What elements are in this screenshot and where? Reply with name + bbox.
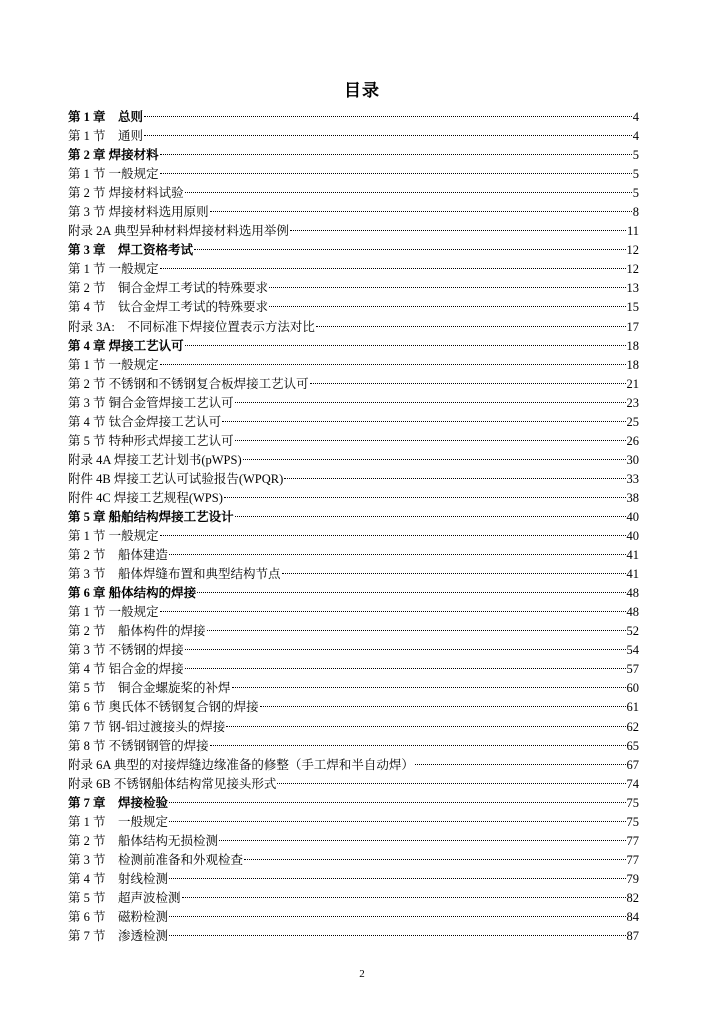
- toc-entry-page-number: 5: [632, 186, 639, 201]
- toc-entry-page-number: 75: [626, 795, 639, 810]
- toc-entry-page-number: 38: [626, 490, 639, 505]
- toc-section-entry[interactable]: [68, 546, 639, 565]
- toc-dot-leader: [169, 935, 625, 936]
- toc-entry-label: 附录 4A 焊接工艺计划书(pWPS): [68, 452, 242, 467]
- toc-section-entry[interactable]: [68, 813, 639, 832]
- toc-entry-page-number: 77: [626, 833, 639, 848]
- toc-dot-leader: [244, 859, 625, 860]
- toc-entry-label: 第 1 节 一般规定: [68, 605, 159, 620]
- toc-dot-leader: [277, 783, 625, 784]
- toc-section-entry[interactable]: [68, 832, 639, 851]
- toc-entry-page-number: 52: [626, 624, 639, 639]
- toc-section-entry[interactable]: [68, 756, 639, 775]
- toc-entry-label: 第 3 节 检测前准备和外观检查: [68, 852, 244, 867]
- toc-dot-leader: [210, 211, 632, 212]
- toc-entry-label: 附件 4B 焊接工艺认可试验报告(WPQR): [68, 471, 284, 486]
- toc-section-entry[interactable]: [68, 908, 639, 927]
- toc-entry-label: 第 5 章 船舶结构焊接工艺设计: [68, 509, 234, 524]
- toc-chapter-entry[interactable]: [68, 584, 639, 603]
- toc-dot-leader: [160, 154, 632, 155]
- toc-entry-label: 第 1 节 一般规定: [68, 529, 159, 544]
- toc-section-entry[interactable]: [68, 394, 639, 413]
- toc-entry-page-number: 48: [626, 586, 639, 601]
- toc-entry-label: 第 4 节 射线检测: [68, 871, 169, 886]
- toc-entry-label: 第 5 节 超声波检测: [68, 890, 181, 905]
- toc-entry-label: 第 6 节 奥氏体不锈钢复合钢的焊接: [68, 700, 259, 715]
- toc-entry-label: 附录 3A: 不同标准下焊接位置表示方法对比: [68, 319, 315, 334]
- toc-entry-label: 第 3 节 不锈钢的焊接: [68, 643, 184, 658]
- toc-entry-page-number: 17: [626, 319, 639, 334]
- toc-entry-page-number: 40: [626, 529, 639, 544]
- toc-entry-page-number: 12: [626, 243, 639, 258]
- toc-dot-leader: [224, 497, 626, 498]
- toc-entry-label: 第 8 节 不锈钢钢管的焊接: [68, 738, 209, 753]
- toc-chapter-entry[interactable]: [68, 146, 639, 165]
- toc-entry-label: 第 3 章 焊工资格考试: [68, 243, 194, 258]
- toc-entry-page-number: 77: [626, 852, 639, 867]
- toc-dot-leader: [282, 573, 626, 574]
- toc-section-entry[interactable]: [68, 413, 639, 432]
- toc-entry-page-number: 54: [626, 643, 639, 658]
- toc-dot-leader: [219, 840, 625, 841]
- toc-dot-leader: [160, 173, 632, 174]
- toc-entry-page-number: 82: [626, 890, 639, 905]
- toc-entry-page-number: 4: [632, 129, 639, 144]
- toc-dot-leader: [160, 268, 626, 269]
- toc-entry-page-number: 57: [626, 662, 639, 677]
- toc-dot-leader: [232, 687, 626, 688]
- toc-entry-label: 第 6 节 磁粉检测: [68, 909, 169, 924]
- toc-section-entry[interactable]: [68, 260, 639, 279]
- toc-entry-label: 第 2 节 焊接材料试验: [68, 186, 184, 201]
- toc-dot-leader: [169, 878, 625, 879]
- toc-entry-page-number: 84: [626, 909, 639, 924]
- toc-section-entry[interactable]: [68, 375, 639, 394]
- toc-entry-page-number: 26: [626, 433, 639, 448]
- toc-section-entry[interactable]: [68, 660, 639, 679]
- toc-entry-page-number: 40: [626, 509, 639, 524]
- toc-dot-leader: [197, 592, 625, 593]
- toc-dot-leader: [260, 706, 626, 707]
- toc-section-entry[interactable]: [68, 127, 639, 146]
- table-of-contents: [68, 108, 639, 946]
- toc-entry-page-number: 5: [632, 167, 639, 182]
- toc-chapter-entry[interactable]: [68, 337, 639, 356]
- toc-entry-label: 第 5 节 铜合金螺旋桨的补焊: [68, 681, 231, 696]
- toc-entry-label: 第 7 节 渗透检测: [68, 929, 169, 944]
- toc-dot-leader: [310, 383, 626, 384]
- toc-dot-leader: [169, 802, 625, 803]
- toc-entry-page-number: 4: [632, 110, 639, 124]
- toc-entry-page-number: 15: [626, 300, 639, 315]
- toc-section-entry[interactable]: [68, 298, 639, 317]
- toc-entry-label: 第 7 节 钢-铝过渡接头的焊接: [68, 719, 226, 734]
- toc-dot-leader: [210, 745, 626, 746]
- toc-entry-label: 第 7 章 焊接检验: [68, 795, 169, 810]
- toc-dot-leader: [144, 135, 632, 136]
- toc-entry-page-number: 23: [626, 395, 639, 410]
- toc-dot-leader: [169, 916, 625, 917]
- toc-entry-page-number: 87: [626, 929, 639, 944]
- toc-dot-leader: [235, 402, 626, 403]
- toc-dot-leader: [415, 764, 626, 765]
- toc-entry-label: 第 2 节 铜合金焊工考试的特殊要求: [68, 281, 269, 296]
- toc-entry-page-number: 60: [626, 681, 639, 696]
- toc-dot-leader: [185, 192, 632, 193]
- toc-entry-page-number: 65: [626, 738, 639, 753]
- toc-dot-leader: [316, 326, 626, 327]
- toc-dot-leader: [185, 345, 626, 346]
- toc-entry-label: 第 1 节 一般规定: [68, 167, 159, 182]
- toc-entry-label: 附录 2A 典型异种材料焊接材料选用举例: [68, 224, 289, 239]
- toc-entry-page-number: 67: [626, 757, 639, 772]
- toc-section-entry[interactable]: [68, 489, 639, 508]
- toc-entry-page-number: 33: [626, 471, 639, 486]
- toc-dot-leader: [269, 287, 625, 288]
- toc-entry-page-number: 12: [626, 262, 639, 277]
- toc-section-entry[interactable]: [68, 851, 639, 870]
- toc-section-entry[interactable]: [68, 356, 639, 375]
- toc-section-entry[interactable]: [68, 718, 639, 737]
- toc-dot-leader: [235, 516, 626, 517]
- toc-dot-leader: [284, 478, 625, 479]
- toc-dot-leader: [169, 554, 625, 555]
- toc-section-entry[interactable]: [68, 870, 639, 889]
- toc-entry-page-number: 79: [626, 871, 639, 886]
- toc-entry-label: 第 1 节 一般规定: [68, 357, 159, 372]
- toc-chapter-entry[interactable]: [68, 794, 639, 813]
- toc-section-entry[interactable]: [68, 527, 639, 546]
- toc-section-entry[interactable]: [68, 603, 639, 622]
- toc-chapter-entry[interactable]: [68, 508, 639, 527]
- toc-dot-leader: [226, 726, 625, 727]
- toc-entry-label: 第 2 节 船体结构无损检测: [68, 833, 219, 848]
- toc-section-entry[interactable]: [68, 222, 639, 241]
- toc-entry-label: 第 2 节 船体建造: [68, 548, 169, 563]
- toc-dot-leader: [235, 440, 626, 441]
- toc-dot-leader: [160, 611, 626, 612]
- toc-entry-page-number: 13: [626, 281, 639, 296]
- toc-dot-leader: [185, 649, 626, 650]
- toc-section-entry[interactable]: [68, 641, 639, 660]
- toc-entry-label: 第 4 章 焊接工艺认可: [68, 338, 184, 353]
- toc-entry-label: 第 3 节 铜合金管焊接工艺认可: [68, 395, 234, 410]
- toc-dot-leader: [182, 897, 626, 898]
- toc-chapter-entry[interactable]: [68, 108, 639, 127]
- toc-entry-page-number: 74: [626, 776, 639, 791]
- toc-dot-leader: [160, 364, 626, 365]
- toc-section-entry[interactable]: [68, 622, 639, 641]
- toc-entry-label: 第 2 章 焊接材料: [68, 148, 159, 163]
- page-number-footer: 2: [359, 968, 365, 980]
- toc-entry-label: 附录 6B 不锈钢船体结构常见接头形式: [68, 776, 277, 791]
- toc-section-entry[interactable]: [68, 279, 639, 298]
- toc-entry-label: 第 3 节 船体焊缝布置和典型结构节点: [68, 567, 281, 582]
- toc-entry-page-number: 48: [626, 605, 639, 620]
- toc-section-entry[interactable]: [68, 451, 639, 470]
- toc-entry-label: 第 5 节 特种形式焊接工艺认可: [68, 433, 234, 448]
- toc-section-entry[interactable]: [68, 775, 639, 794]
- toc-dot-leader: [144, 116, 632, 117]
- toc-entry-label: 附录 6A 典型的对接焊缝边缘准备的修整（手工焊和半自动焊）: [68, 757, 414, 772]
- toc-entry-label: 第 6 章 船体结构的焊接: [68, 586, 197, 601]
- toc-entry-page-number: 11: [626, 224, 639, 239]
- toc-entry-page-number: 41: [626, 567, 639, 582]
- toc-entry-page-number: 75: [626, 814, 639, 829]
- toc-dot-leader: [207, 630, 626, 631]
- toc-section-entry[interactable]: [68, 203, 639, 222]
- toc-entry-label: 第 1 节 一般规定: [68, 262, 159, 277]
- toc-entry-page-number: 18: [626, 338, 639, 353]
- toc-entry-label: 第 4 节 钛合金焊工考试的特殊要求: [68, 300, 269, 315]
- page-title: 目录: [344, 81, 380, 100]
- toc-section-entry[interactable]: [68, 927, 639, 946]
- toc-entry-label: 第 4 节 钛合金焊接工艺认可: [68, 414, 222, 429]
- toc-section-entry[interactable]: [68, 432, 639, 451]
- toc-section-entry[interactable]: [68, 318, 639, 337]
- toc-entry-page-number: 41: [626, 548, 639, 563]
- toc-entry-page-number: 30: [626, 452, 639, 467]
- toc-section-entry[interactable]: [68, 565, 639, 584]
- toc-entry-label: 第 2 节 不锈钢和不锈钢复合板焊接工艺认可: [68, 376, 309, 391]
- toc-dot-leader: [222, 421, 625, 422]
- toc-entry-page-number: 62: [626, 719, 639, 734]
- toc-entry-label: 第 1 节 通则: [68, 129, 144, 144]
- toc-entry-label: 第 3 节 焊接材料选用原则: [68, 205, 209, 220]
- toc-dot-leader: [194, 249, 625, 250]
- toc-entry-label: 第 2 节 船体构件的焊接: [68, 624, 206, 639]
- toc-section-entry[interactable]: [68, 889, 639, 908]
- toc-entry-label: 附件 4C 焊接工艺规程(WPS): [68, 490, 223, 505]
- toc-section-entry[interactable]: [68, 679, 639, 698]
- toc-section-entry[interactable]: [68, 737, 639, 756]
- toc-entry-page-number: 18: [626, 357, 639, 372]
- toc-section-entry[interactable]: [68, 698, 639, 717]
- toc-dot-leader: [290, 230, 626, 231]
- toc-dot-leader: [243, 459, 626, 460]
- toc-dot-leader: [169, 821, 625, 822]
- toc-section-entry[interactable]: [68, 470, 639, 489]
- toc-dot-leader: [160, 535, 626, 536]
- toc-section-entry[interactable]: [68, 184, 639, 203]
- toc-entry-label: 第 4 节 铝合金的焊接: [68, 662, 184, 677]
- toc-entry-page-number: 5: [632, 148, 639, 163]
- toc-dot-leader: [269, 306, 625, 307]
- toc-chapter-entry[interactable]: [68, 241, 639, 260]
- toc-entry-page-number: 8: [632, 205, 639, 220]
- toc-section-entry[interactable]: [68, 165, 639, 184]
- toc-entry-label: 第 1 章 总则: [68, 110, 144, 124]
- toc-entry-page-number: 21: [626, 376, 639, 391]
- toc-entry-page-number: 61: [626, 700, 639, 715]
- toc-dot-leader: [185, 668, 626, 669]
- toc-entry-page-number: 25: [626, 414, 639, 429]
- toc-entry-label: 第 1 节 一般规定: [68, 814, 169, 829]
